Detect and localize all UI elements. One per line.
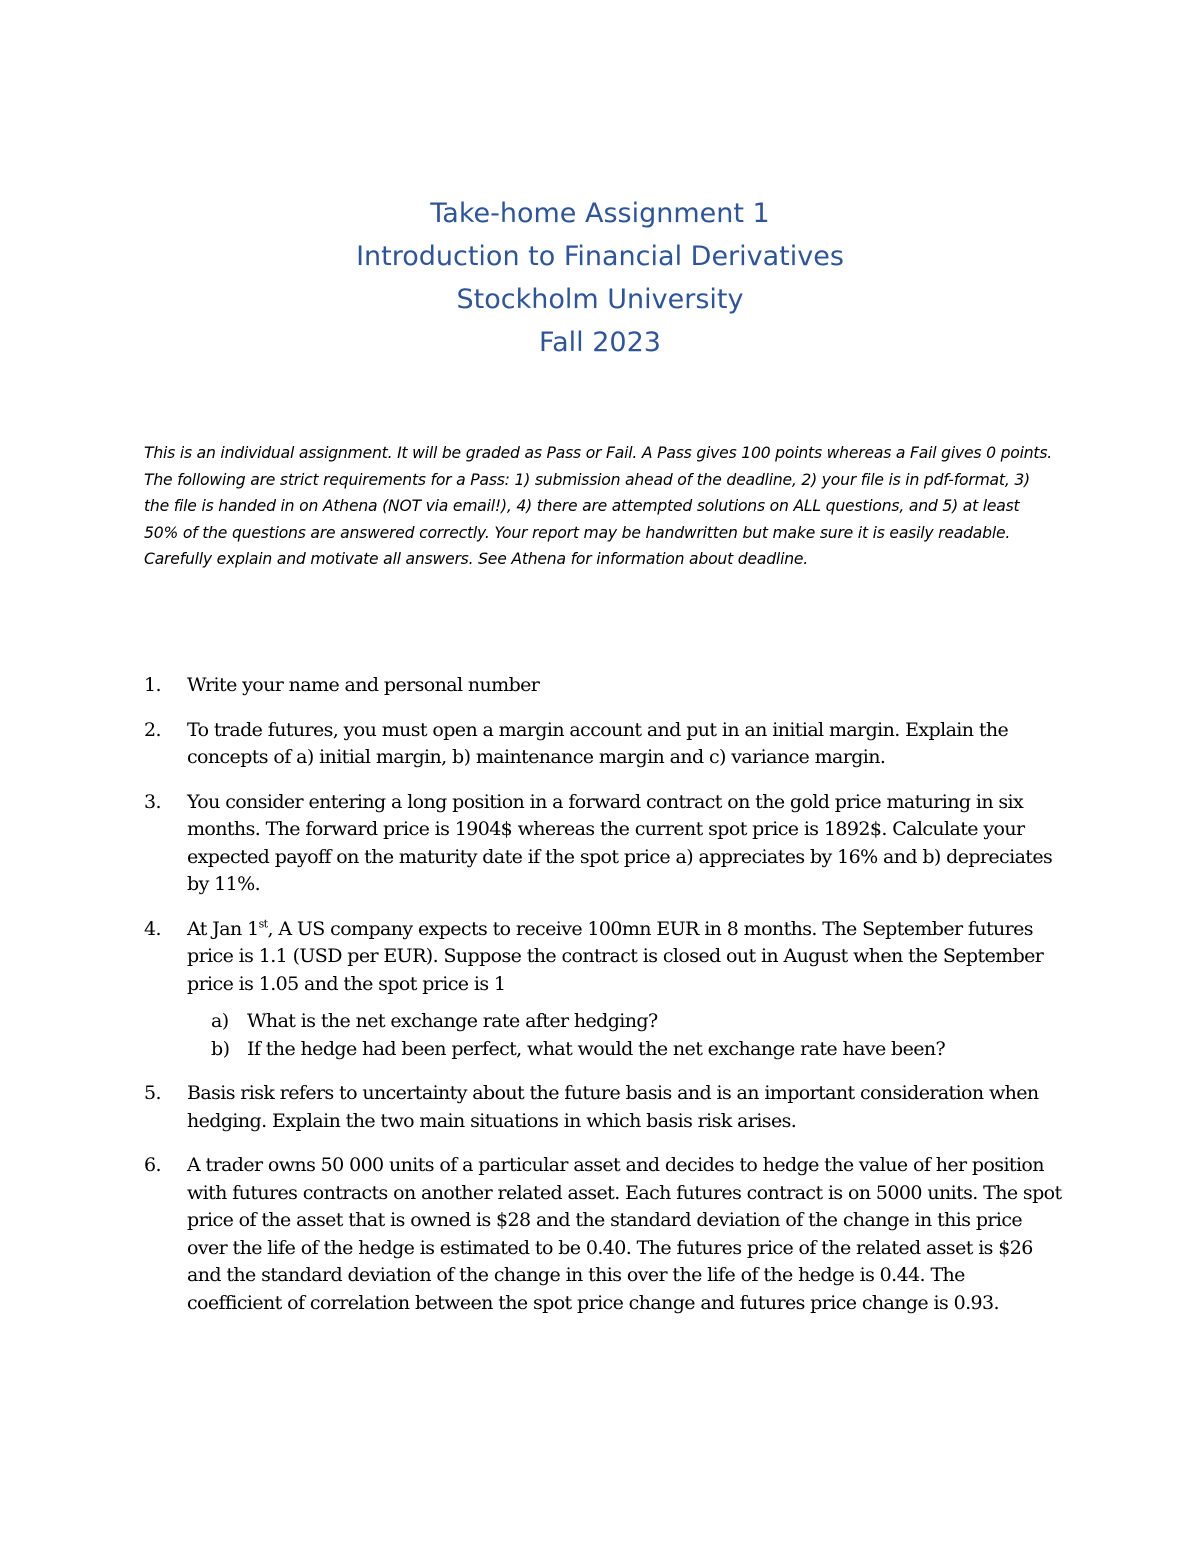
ordinal-suffix: st [258,917,268,931]
sub-question-list [187,1008,1064,1063]
question-number: 5. [144,1082,161,1104]
sub-question-label: b) [211,1037,230,1060]
sub-question-text: What is the net exchange rate after hedging? [247,1010,658,1032]
question-item [144,1152,1064,1317]
question-number: 4. [144,917,161,940]
document-title-block [0,192,1200,364]
sub-question [187,1008,1064,1036]
question-item [144,672,1064,700]
sub-question-label: a) [211,1010,229,1032]
sub-question-text: If the hedge had been perfect, what would the net exchange rate have been? [247,1037,946,1060]
course-title: Introduction to Financial Derivatives [356,241,844,272]
question-text: A trader owns 50 000 units of a particular asset and decides to hedge the value of her position with futures contracts on another related asset. Each futures contract is on 5000 units. The spot price of the asset that is owned is $28 and the standard deviation of the change in this price over the life of the hedge is estimated to be 0.40. The futures price of the related asset is $26 and the standard deviation of the change in this over the life of the hedge is 0.44. The coefficient of correlation between the spot price change and futures price change is 0.93. [187,1154,1062,1314]
sub-question [187,1036,1064,1064]
question-text [187,918,1043,995]
question-list [144,672,1064,1334]
question-item [144,916,1064,1064]
university-name: Stockholm University [456,284,744,315]
instructions-paragraph: This is an individual assignment. It will be graded as Pass or Fail. A Pass gives 100 points whereas a Fail gives 0 points. The following are strict requirements for a Pass: 1) submission ahead of the deadline, 2) your file is in pdf-format, 3) the file is handed in on Athena (NOT via email!), 4) there are attempted solutions on ALL questions, and 5) at least 50% of the questions are answered correctly. Your report may be handwritten but make sure it is easily readable. Carefully explain and motivate all answers. See Athena for information about deadline. [144,444,1053,568]
question-number: 6. [144,1154,161,1176]
question-text-part: , A US company expects to receive 100mn EUR in 8 months. The September futures price is 1.1 (USD per EUR). Suppose the contract is closed out in August when the September price is 1.05 and the spot price is 1 [187,917,1044,995]
question-item [144,1080,1064,1135]
question-text: To trade futures, you must open a margin account and put in an initial margin. Explain the concepts of a) initial margin, b) maintenance margin and c) variance margin. [187,718,1009,768]
question-number: 2. [144,718,161,741]
question-item [144,717,1064,772]
term: Fall 2023 [539,327,661,358]
question-text: Write your name and personal number [187,674,540,696]
question-number: 1. [144,674,161,696]
question-number: 3. [144,790,161,813]
assignment-title: Take-home Assignment 1 [430,198,770,229]
question-text: Basis risk refers to uncertainty about the future basis and is an important consideration when hedging. Explain the two main situations in which basis risk arises. [187,1082,1039,1132]
question-text-part: At Jan 1 [187,917,259,940]
question-item [144,789,1064,899]
question-text: You consider entering a long position in a forward contract on the gold price maturing in six months. The forward price is 1904$ whereas the current spot price is 1892$. Calculate your expected payoff on the maturity date if the spot price a) appreciates by 16% and b) depreciates by 11%. [187,790,1053,895]
